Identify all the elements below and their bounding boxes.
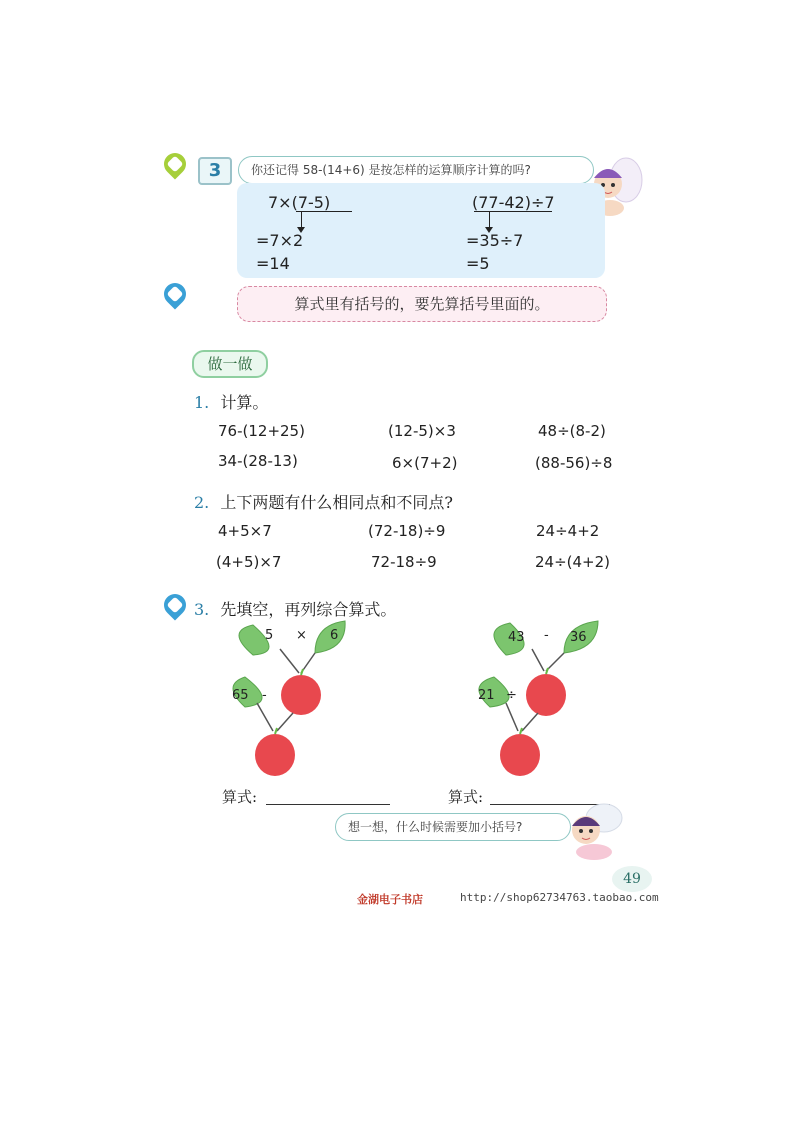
q1-r1-c2: (12-5)×3 <box>388 422 456 440</box>
hint-bubble: 想一想，什么时候需要加小括号? <box>335 813 571 841</box>
right-leaf-a: 43 <box>508 630 525 645</box>
q2-title <box>194 490 453 513</box>
left-op1: × <box>296 628 307 643</box>
q2-text: 上下两题有什么相同点和不同点? <box>220 493 453 512</box>
apple-bottom <box>500 728 540 776</box>
right-answer-label: 算式: <box>448 788 484 806</box>
rule-box: 算式里有括号的，要先算括号里面的。 <box>237 286 607 322</box>
right-leaf-c: 21 <box>478 688 495 703</box>
left-underline <box>296 211 352 212</box>
right-op2: ÷ <box>506 688 517 703</box>
practice-heading: 做一做 <box>192 350 268 378</box>
q2-r2-c2: 72-18÷9 <box>371 553 437 571</box>
left-leaf-a: 5 <box>265 628 274 643</box>
apple-top <box>526 668 566 716</box>
q2-r2-c1: (4+5)×7 <box>216 553 282 571</box>
page-number: 49 <box>612 866 652 892</box>
right-leaf-b: 36 <box>570 630 587 645</box>
left-leaf-b: 6 <box>330 628 339 643</box>
q2-r1-c2: (72-18)÷9 <box>368 522 446 540</box>
apple-bottom <box>255 728 295 776</box>
q1-r2-c3: (88-56)÷8 <box>535 454 613 472</box>
apple-top <box>281 669 321 715</box>
right-underline <box>474 211 552 212</box>
video-marker-icon-2 <box>159 589 190 620</box>
example-number: 3 <box>198 157 232 185</box>
left-leaf-c: 65 <box>232 688 249 703</box>
right-step1: =35÷7 <box>466 231 524 250</box>
right-expression: (77-42)÷7 <box>472 193 555 212</box>
footer-shop: 金湖电子书店 <box>357 893 423 906</box>
q2-r2-c3: 24÷(4+2) <box>535 553 611 571</box>
q1-r2-c2: 6×(7+2) <box>392 454 458 472</box>
q1-number: 1. <box>194 393 210 412</box>
kid-illustration <box>560 798 630 862</box>
left-expression: 7×(7-5) <box>268 193 331 212</box>
q1-title <box>194 390 268 413</box>
q1-r2-c1: 34-(28-13) <box>218 452 298 470</box>
q1-text: 计算。 <box>220 393 269 412</box>
footer-url[interactable]: http://shop62734763.taobao.com <box>460 891 659 904</box>
left-op2: - <box>262 688 267 703</box>
q2-number: 2. <box>194 493 210 512</box>
left-answer-label: 算式: <box>222 788 258 806</box>
q1-r1-c3: 48÷(8-2) <box>538 422 606 440</box>
q3-text: 先填空，再列综合算式。 <box>220 600 397 619</box>
q2-r1-c1: 4+5×7 <box>218 522 272 540</box>
right-op1: - <box>544 628 549 643</box>
left-step1: =7×2 <box>256 231 304 250</box>
right-step2: =5 <box>466 254 490 273</box>
left-answer-blank[interactable] <box>266 804 390 805</box>
q1-r1-c1: 76-(12+25) <box>218 422 305 440</box>
q2-r1-c3: 24÷4+2 <box>536 522 600 540</box>
left-step2: =14 <box>256 254 290 273</box>
p-marker-icon <box>159 148 190 179</box>
video-marker-icon <box>159 278 190 309</box>
q3-number: 3. <box>194 600 210 619</box>
question-bubble: 你还记得 58-(14+6) 是按怎样的运算顺序计算的吗? <box>238 156 594 184</box>
